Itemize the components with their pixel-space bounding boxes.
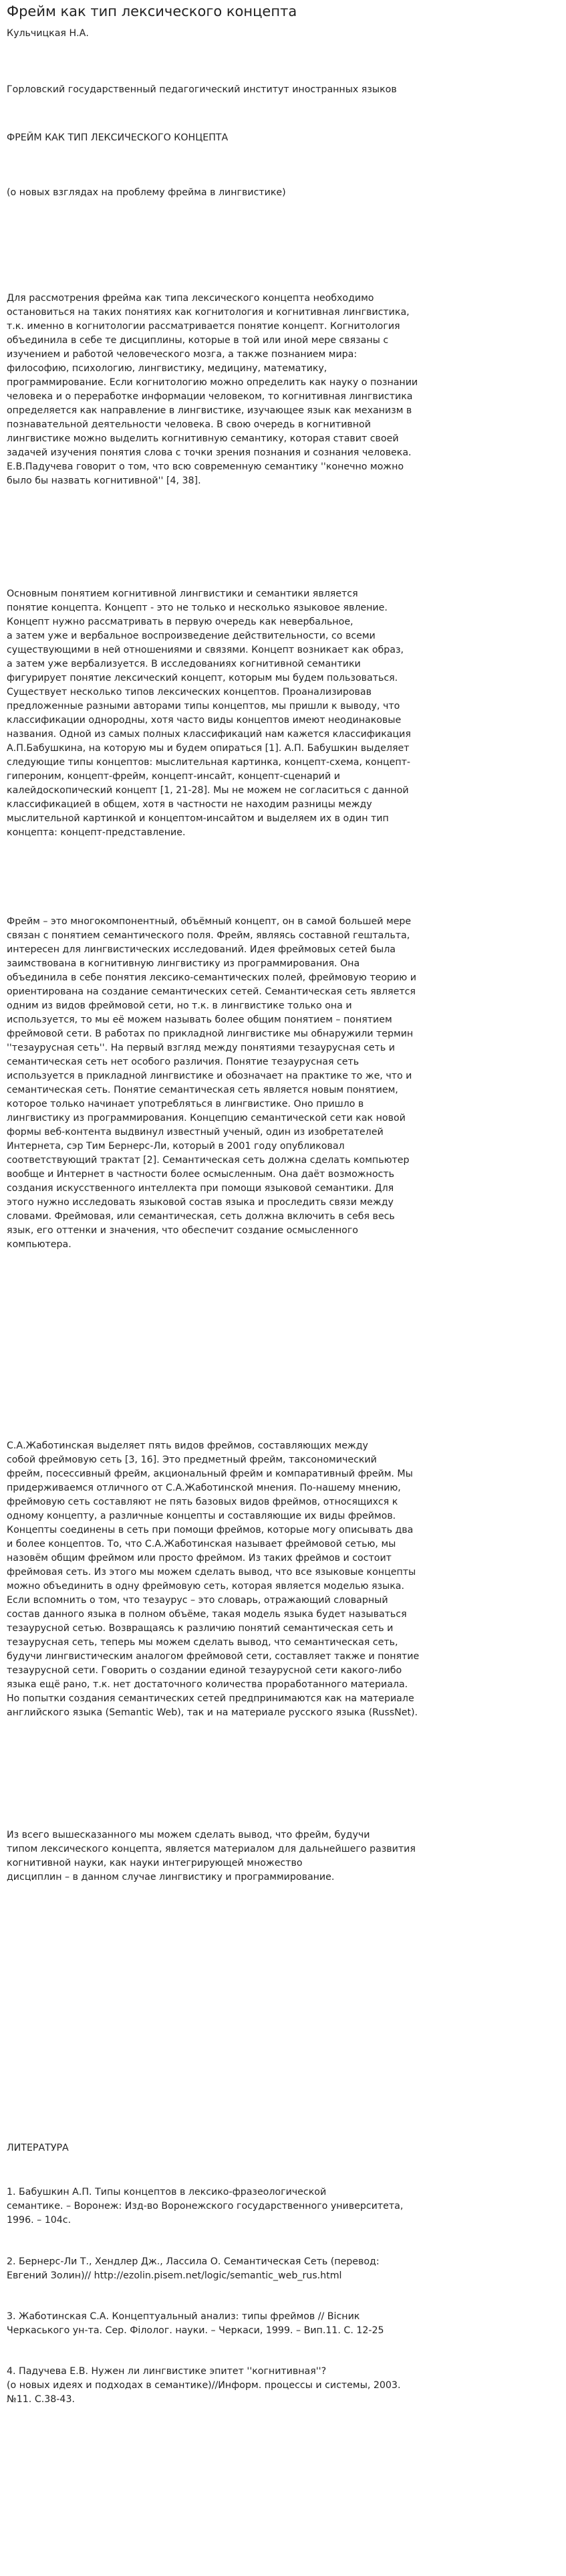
references-heading: ЛИТЕРАТУРА: [7, 2143, 69, 2153]
reference-item: 3. Жаботинская С.А. Концептуальный анализ: типы фреймов // Вiсник Черкаського ун-та. Сер. Фiлолог. науки. – Черкаси, 1999. – Вип.11. С. 12-25: [7, 2311, 384, 2336]
article-subtitle-note: (о новых взглядах на проблему фрейма в лингвистике): [7, 187, 286, 198]
body-paragraph: Из всего вышесказанного мы можем сделать вывод, что фрейм, будучи типом лексического концепта, является материалом для дальнейшего развития когнитивной науки, как науки интегрирующей множество дисциплин – в данном случае лингвистику и программирование.: [7, 1830, 416, 1883]
body-paragraph: С.А.Жаботинская выделяет пять видов фреймов, составляющих между собой фреймовую сеть [3, 16]. Это предметный фрейм, таксономический фрейм, посессивный фрейм, акциональный фрейм и компаративный фрейм. Мы придерживаемся отличного от С.А.Жаботинской мнения. По-нашему мнению, фреймовую сеть составляют не пять базовых видов фреймов, относящихся к одному концепту, а различные концепты и составляющие их виды фреймов. Концепты соединены в сеть при помощи фреймов, которые могу описывать два и более концептов. То, что С.А.Жаботинская называет фреймовой сетью, мы назовём общим фреймом или просто фреймом. Из таких фреймов и состоит фреймовая сеть. Из этого мы можем сделать вывод, что все языковые концепты можно объединить в одну фреймовую сеть, которая является моделью языка. Если вспомнить о том, что тезаурус – это словарь, отражающий словарный состав данного языка в полном объёме, такая модель языка будет называться тезаурусной сетью. Возвращаясь к различию понятий семантическая сеть и тезаурусная сеть, теперь мы можем сделать вывод, что семантическая сеть, будучи лингвистическим аналогом фреймовой сети, составляет также и понятие тезаурусной сети. Говорить о создании единой тезаурусной сети какого-либо языка ещё рано, т.к. нет достаточного количества проработанного материала. Но попытки создания семантических сетей предпринимаются как на материале английского языка (Semantic Web), так и на материале русского языка (RussNet).: [7, 1440, 420, 1718]
article-author: Кульчицкая Н.А.: [7, 28, 89, 39]
article-heading-caps: ФРЕЙМ КАК ТИП ЛЕКСИЧЕСКОГО КОНЦЕПТА: [7, 132, 229, 143]
article-title: Фрейм как тип лексического концепта: [7, 3, 297, 19]
author-institute: Горловский государственный педагогический институт иностранных языков: [7, 84, 397, 95]
reference-item: 2. Бернерс-Ли Т., Хендлер Дж., Лассила О. Семантическая Сеть (перевод: Евгений Золин)// http://ezolin.pisem.net/logic/semantic_web_rus.html: [7, 2256, 380, 2281]
body-paragraph: Для рассмотрения фрейма как типа лексического концепта необходимо остановиться на таких понятиях как когнитология и когнитивная лингвистика, т.к. именно в когнитологии рассматривается понятие концепт. Когнитология объединила в себе те дисциплины, которые в той или иной мере связаны с изучением и работой человеческого мозга, а также познанием мира: философию, психологию, лингвистику, медицину, математику, программирование. Если когнитологию можно определить как науку о познании человека и о переработке информации человеком, то когнитивная лингвистика определяется как направление в лингвистике, изучающее язык как механизм в познавательной деятельности человека. В свою очередь в когнитивной лингвистике можно выделить когнитивную семантику, которая ставит своей задачей изучения понятия слова с точки зрения познания и сознания человека. Е.В.Падучева говорит о том, что всю современную семантику ''конечно можно было бы назвать когнитивной'' [4, 38].: [7, 293, 418, 486]
reference-item: 1. Бабушкин А.П. Типы концептов в лексико-фразеологической семантике. – Воронеж: Изд-во Воронежского государственного университета, 1996. – 104с.: [7, 2187, 404, 2226]
reference-item: 4. Падучева Е.В. Нужен ли лингвистике эпитет ''когнитивная''? (о новых идеях и подходах в семантике)//Информ. процессы и системы, 2003. №11. С.38-43.: [7, 2366, 401, 2405]
body-paragraph: Фрейм – это многокомпонентный, объёмный концепт, он в самой большей мере связан с понятием семантического поля. Фрейм, являясь составной гештальта, интересен для лингвистических исследований. Идея фреймовых сетей была заимствована в когнитивную лингвистику из программирования. Она объединила в себе понятия лексико-семантических полей, фреймовую теорию и ориентирована на создание семантических сетей. Семантическая сеть является одним из видов фреймовой сети, но т.к. в лингвистике только она и используется, то мы её можем называть более общим понятием – понятием фреймовой сети. В работах по прикладной лингвистике мы обнаружили термин ''тезаурусная сеть''. На первый взгляд между понятиями тезаурусная сеть и семантическая сеть нет особого различия. Понятие тезаурусная сеть используется в прикладной лингвистике и обозначает на практике то же, что и семантическая сеть. Понятие семантическая сеть является новым понятием, которое только начинает употребляться в лингвистике. Оно пришло в лингвистику из программирования. Концепцию семантической сети как новой формы веб-контента выдвинул известный ученый, один из изобретателей Интернета, сэр Тим Бернерс-Ли, который в 2001 году опубликовал соответствующий трактат [2]. Семантическая сеть должна сделать компьютер вообще и Интернет в частности более осмысленным. Она даёт возможность создания искусственного интеллекта при помощи языковой семантики. Для этого нужно исследовать языковой состав языка и проследить связи между словами. Фреймовая, или семантическая, сеть должна включить в себя весь язык, его оттенки и значения, что обеспечит создание осмысленного компьютера.: [7, 916, 416, 1250]
body-paragraph: Основным понятием когнитивной лингвистики и семантики является понятие концепта. Концепт - это не только и несколько языковое явление. Концепт нужно рассматривать в первую очередь как невербальное, а затем уже и вербальное воспроизведение действительности, со всеми существующими в ней отношениями и связями. Концепт возникает как образ, а затем уже вербализуется. В исследованиях когнитивной семантики фигурирует понятие лексический концепт, которым мы будем пользоваться. Существует несколько типов лексических концептов. Проанализировав предложенные разными авторами типы концептов, мы пришли к выводу, что классификации однородны, хотя часто виды концептов имеют неодинаковые названия. Одной из самых полных классификаций нам кажется классификация А.П.Бабушкина, на которую мы и будем опираться [1]. А.П. Бабушкин выделяет следующие типы концептов: мыслительная картинка, концепт-схема, концепт- гипероним, концепт-фрейм, концепт-инсайт, концепт-сценарий и калейдоскопический концепт [1, 21-28]. Мы не можем не согласиться с данной классификацией в общем, хотя в частности не находим разницы между мыслительной картинкой и концептом-инсайтом и выделяем их в один тип концепта: концепт-представление.: [7, 588, 411, 838]
